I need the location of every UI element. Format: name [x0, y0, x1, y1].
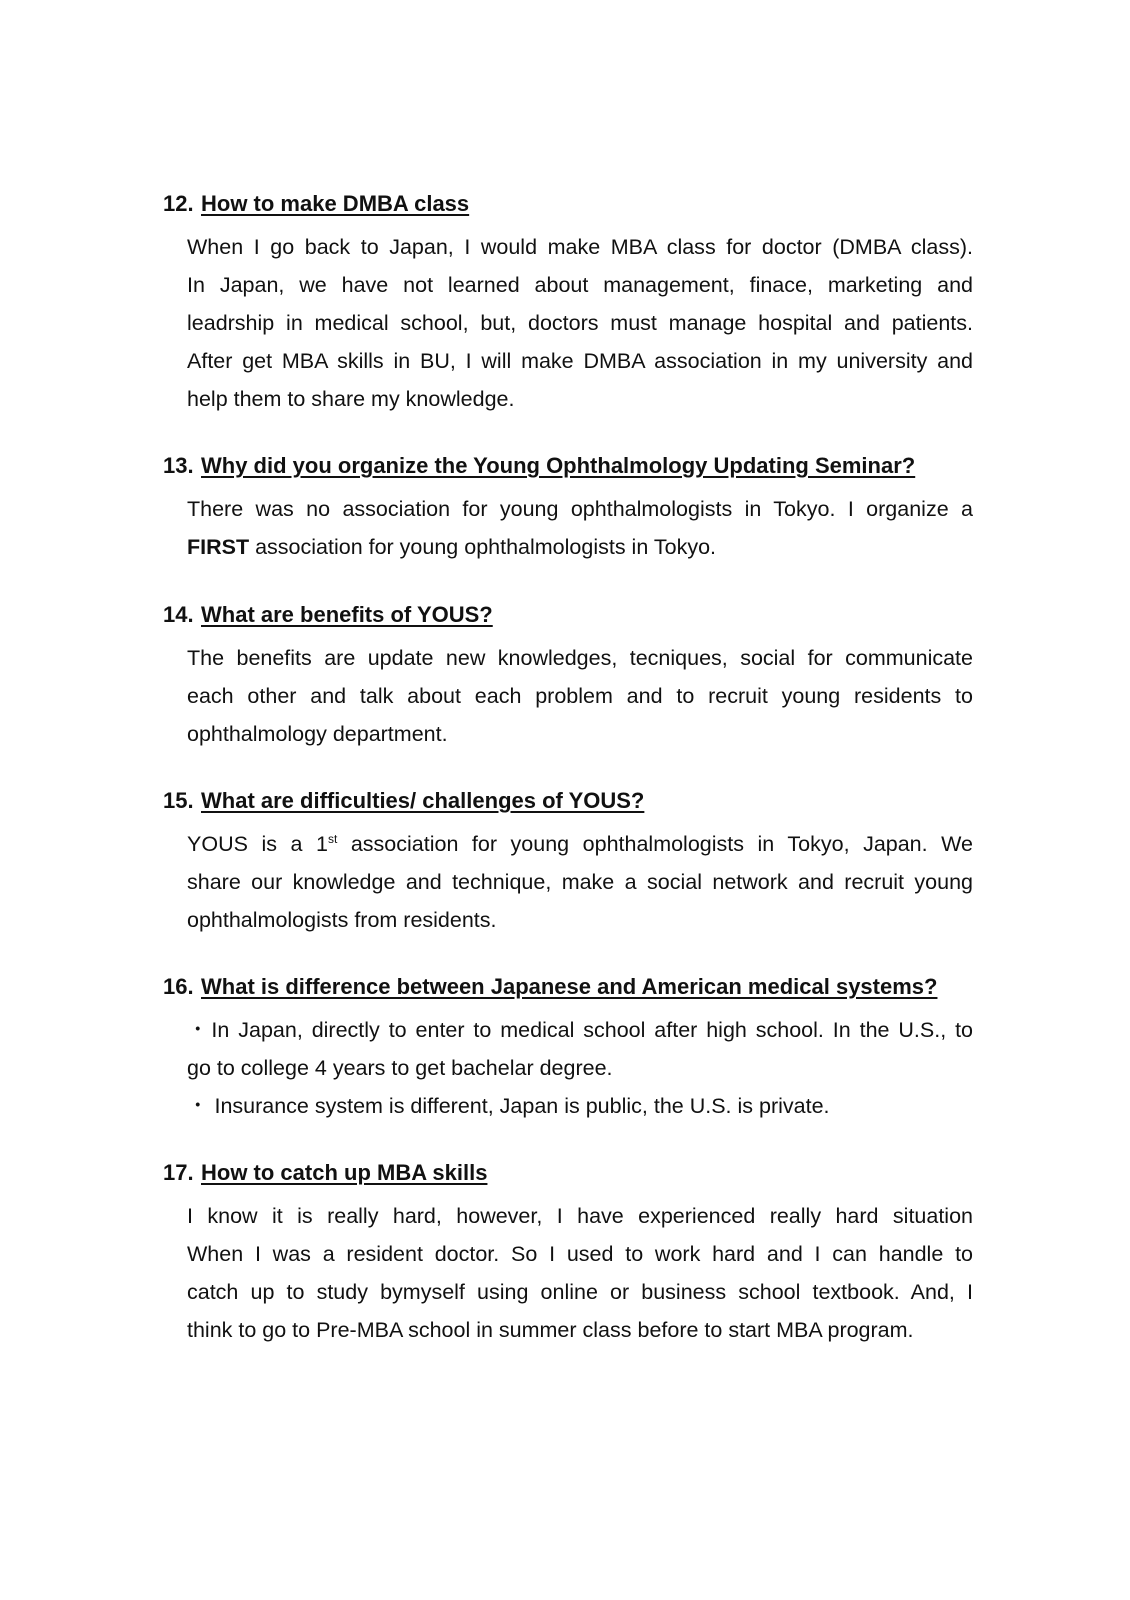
answer-line: In Japan, we have not learned about management, finace, marketing and [187, 273, 973, 297]
question-title: How to make DMBA class [201, 191, 470, 216]
question-heading [163, 1160, 973, 1186]
answer-line: When I was a resident doctor. So I used to work hard and I can handle to [187, 1242, 973, 1266]
question-13 [163, 453, 973, 566]
answer-line: ophthalmologists from residents. [187, 908, 497, 932]
answer-paragraph [187, 639, 973, 753]
answer-text: YOUS is a 1 [187, 832, 328, 856]
ordinal-suffix: st [327, 831, 338, 846]
answer-paragraph [187, 825, 973, 939]
question-number: 14. [163, 602, 194, 627]
bullet-line: ・ Insurance system is different, Japan is public, the U.S. is private. [187, 1094, 830, 1118]
answer-line: share our knowledge and technique, make a social network and recruit young [187, 870, 973, 894]
answer-paragraph [187, 1011, 973, 1125]
question-heading [163, 788, 973, 814]
answer-line: The benefits are update new knowledges, tecniques, social for communicate [187, 646, 973, 670]
bullet-line: ・In Japan, directly to enter to medical school after high school. In the U.S., to [187, 1018, 973, 1042]
question-title: How to catch up MBA skills [201, 1160, 488, 1185]
question-14 [163, 602, 973, 753]
answer-line: When I go back to Japan, I would make MBA class for doctor (DMBA class). [187, 235, 973, 259]
question-heading [163, 602, 973, 628]
question-heading [163, 974, 973, 1000]
answer-line [187, 825, 973, 863]
answer-line [187, 528, 973, 566]
question-title: Why did you organize the Young Ophthalmology Updating Seminar? [201, 453, 916, 478]
question-heading [163, 191, 973, 217]
question-17 [163, 1160, 973, 1349]
answer-line: catch up to study bymyself using online or business school textbook. And, I [187, 1280, 973, 1304]
question-title: What is difference between Japanese and American medical systems? [201, 974, 938, 999]
answer-line: help them to share my knowledge. [187, 387, 515, 411]
question-number: 17. [163, 1160, 194, 1185]
question-15 [163, 788, 973, 939]
answer-text: association for young ophthalmologists in Tokyo. [249, 535, 717, 559]
answer-line: leadrship in medical school, but, doctors must manage hospital and patients. [187, 311, 973, 335]
answer-line: think to go to Pre-MBA school in summer class before to start MBA program. [187, 1318, 914, 1342]
question-title: What are benefits of YOUS? [201, 602, 493, 627]
answer-text: association for young ophthalmologists in Tokyo, Japan. We [337, 832, 974, 856]
question-title: What are difficulties/ challenges of YOUS? [201, 788, 645, 813]
question-12 [163, 191, 973, 418]
answer-line: There was no association for young ophthalmologists in Tokyo. I organize a [187, 497, 973, 521]
emphasis-text: FIRST [187, 535, 250, 559]
answer-line: each other and talk about each problem and to recruit young residents to [187, 684, 973, 708]
question-number: 15. [163, 788, 194, 813]
answer-line: After get MBA skills in BU, I will make DMBA association in my university and [187, 349, 973, 373]
answer-paragraph [187, 1197, 973, 1349]
question-heading [163, 453, 973, 479]
question-number: 13. [163, 453, 194, 478]
answer-line: I know it is really hard, however, I have experienced really hard situation [187, 1204, 973, 1228]
answer-line: ophthalmology department. [187, 722, 448, 746]
question-number: 12. [163, 191, 194, 216]
answer-paragraph [187, 490, 973, 566]
question-16 [163, 974, 973, 1125]
answer-line: go to college 4 years to get bachelar degree. [187, 1056, 613, 1080]
question-number: 16. [163, 974, 194, 999]
answer-paragraph [187, 228, 973, 418]
